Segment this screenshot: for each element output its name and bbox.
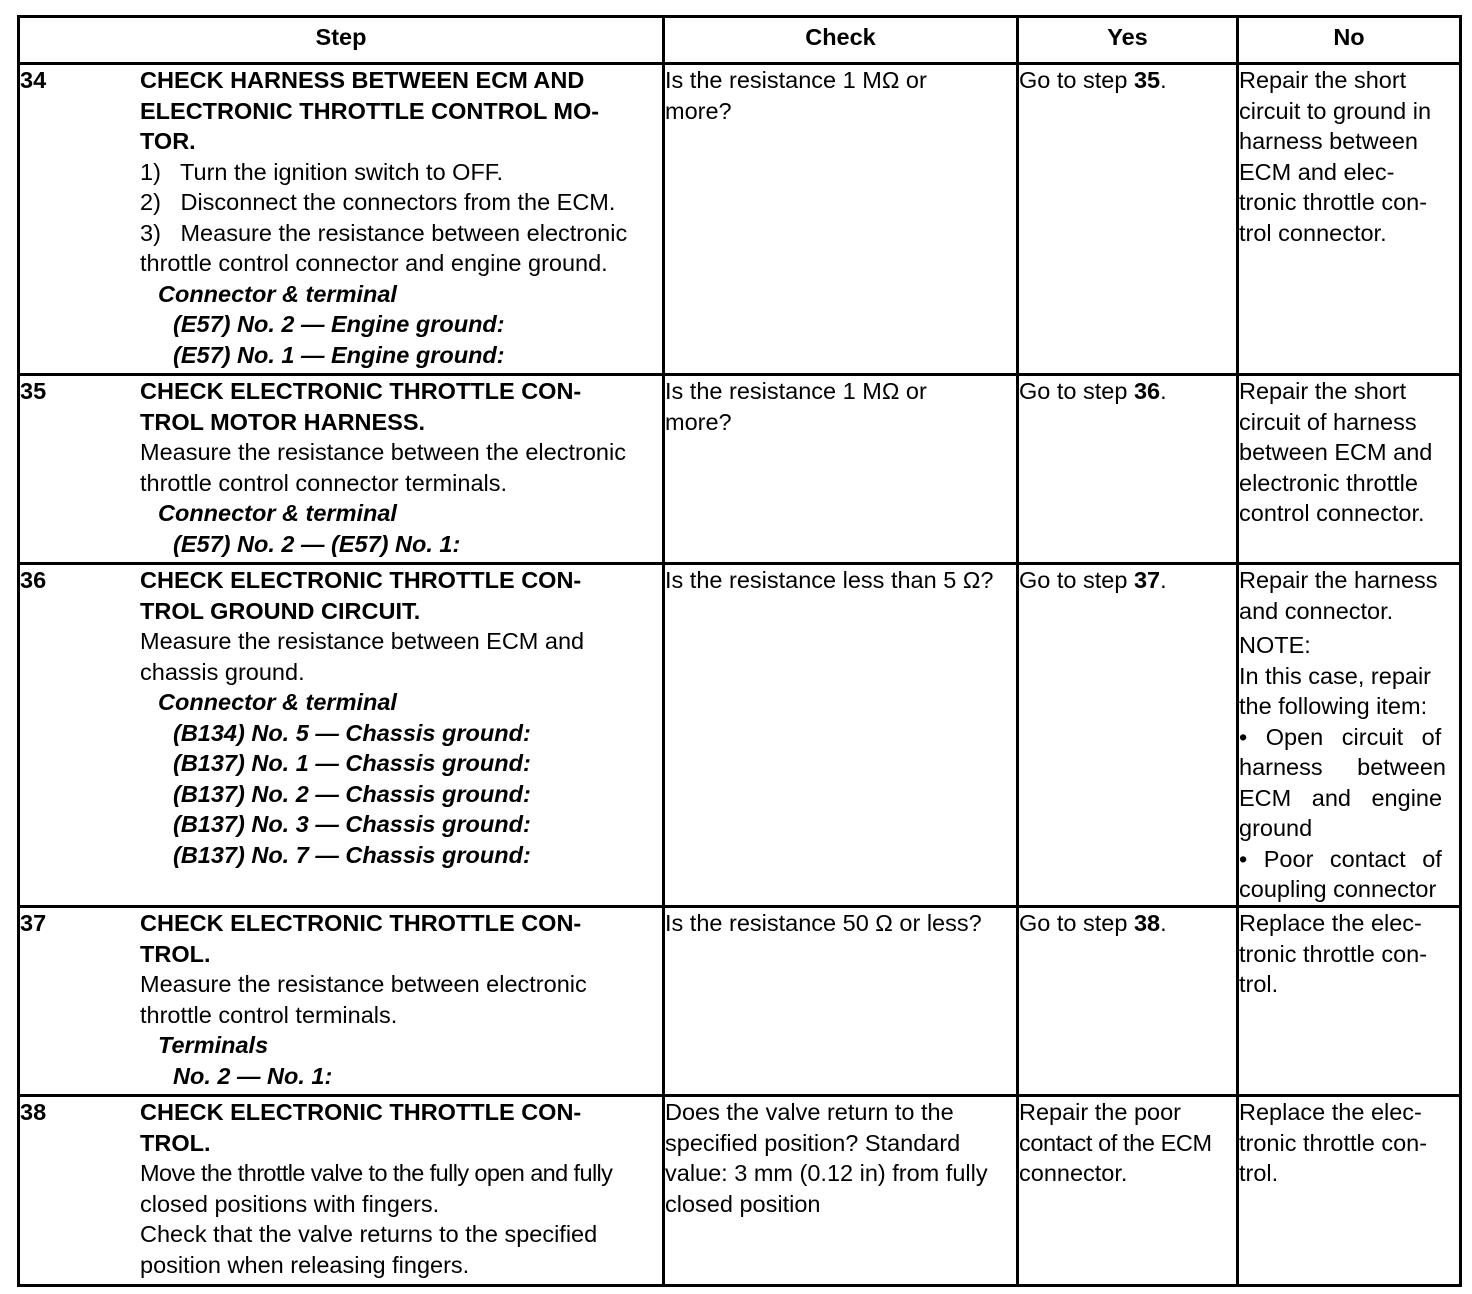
yes-cell [1018,375,1238,564]
check-line: closed position [665,1190,821,1217]
step-cell [19,564,664,907]
step-instruction: 3) Measure the resistance between electronic [140,219,628,246]
step-instruction: throttle control connector terminals. [140,469,508,496]
step-instruction: Measure the resistance between ECM and [140,628,585,654]
step-instruction: Measure the resistance between the electronic [140,439,626,465]
step-title-line: CHECK HARNESS BETWEEN ECM AND [140,67,585,93]
step-title-line: TROL MOTOR HARNESS. [140,408,426,435]
yes-prefix: Go to step [1019,910,1134,936]
step-instruction: 1) Turn the ignition switch to OFF. [140,158,504,185]
check-line: specified position? Standard [665,1129,961,1156]
yes-cell [1018,1096,1238,1286]
terminals-heading: Terminals [158,1032,269,1058]
yes-suffix: . [1160,378,1167,404]
no-line: harness between [1239,128,1418,154]
no-line: control connector. [1239,500,1425,526]
step-number: 34 [20,67,47,93]
check-line: Is the resistance 1 MΩ or [665,378,927,404]
check-line: Is the resistance less than 5 Ω? [665,567,994,593]
no-cell [1238,564,1461,907]
no-cell [1238,375,1461,564]
check-cell [664,564,1018,907]
step-cell [19,64,664,375]
header-check: Check [664,17,1018,64]
check-cell [664,375,1018,564]
no-line: tronic throttle con- [1239,1129,1428,1156]
step-instruction: Check that the valve returns to the specified [140,1221,598,1247]
no-line: circuit of harness [1239,408,1417,435]
no-note-line: the following item: [1239,693,1428,719]
step-instruction: throttle control connector and engine ground. [140,250,608,276]
no-note-line: In this case, repair [1239,662,1432,689]
step-cell [19,907,664,1096]
connector-terminal: (B134) No. 5 — Chassis ground: [173,719,531,746]
step-number: 38 [20,1099,47,1125]
no-line: Replace the elec- [1239,1099,1422,1125]
step-title-line: TROL GROUND CIRCUIT. [140,597,421,624]
no-line: tronic throttle con- [1239,189,1428,215]
no-line: Replace the elec- [1239,910,1422,936]
step-instruction: closed positions with fingers. [140,1190,440,1217]
check-cell [664,907,1018,1096]
diagnostic-table [17,15,1462,1287]
step-instruction: Move the throttle valve to the fully open and fully [140,1160,613,1186]
yes-suffix: . [1160,67,1167,93]
yes-step-link: 36 [1133,378,1161,404]
table-row-step-37 [19,907,1461,1096]
yes-step-link: 38 [1133,910,1161,936]
yes-step-link: 37 [1133,567,1161,593]
step-number: 35 [20,378,47,404]
step-cell [19,375,664,564]
yes-cell [1018,907,1238,1096]
check-line: more? [665,97,732,124]
connector-terminal: (B137) No. 7 — Chassis ground: [173,841,531,868]
table-row-step-36 [19,564,1461,907]
diagnostic-table-wrapper [17,15,1459,1287]
no-cell [1238,907,1461,1096]
yes-line: connector. [1019,1160,1128,1186]
step-title-line: CHECK ELECTRONIC THROTTLE CON- [140,378,582,404]
no-note-label: NOTE: [1239,632,1311,658]
no-line: trol. [1239,971,1279,997]
no-line: Repair the short [1239,378,1407,404]
connector-heading: Connector & terminal [158,280,397,307]
table-row-step-38 [19,1096,1461,1286]
no-line: Repair the short [1239,67,1407,93]
step-title-line: TROL. [140,1129,211,1156]
no-line: Repair the harness [1239,567,1438,593]
connector-terminal: (B137) No. 1 — Chassis ground: [173,750,531,776]
no-line: tronic throttle con- [1239,940,1428,967]
step-instruction: 2) Disconnect the connectors from the ECM. [140,189,616,215]
header-no: No [1238,17,1461,64]
no-note-line: • Open circuit of [1239,723,1442,750]
no-line: circuit to ground in [1239,97,1432,124]
check-line: Does the valve return to the [665,1099,954,1125]
table-header-row [19,17,1461,64]
no-line: ECM and elec- [1239,158,1395,185]
table-row-step-35 [19,375,1461,564]
terminal-pair: No. 2 — No. 1: [173,1062,333,1089]
check-line: more? [665,408,732,435]
no-line: trol. [1239,1160,1279,1186]
check-line: value: 3 mm (0.12 in) from fully [665,1160,988,1186]
connector-heading: Connector & terminal [158,689,397,715]
yes-cell [1018,564,1238,907]
connector-terminal: (E57) No. 1 — Engine ground: [173,341,505,368]
step-title-line: TOR. [140,128,196,154]
no-note-line: ground [1239,815,1313,841]
step-instruction: Measure the resistance between electronic [140,971,587,997]
step-instruction: chassis ground. [140,658,305,685]
yes-step-link: 35 [1133,67,1161,93]
no-line: and connector. [1239,597,1394,624]
no-cell [1238,1096,1461,1286]
no-note-line: harness between [1239,754,1446,780]
no-line: electronic throttle [1239,469,1418,496]
connector-terminal: (B137) No. 2 — Chassis ground: [173,780,531,807]
yes-cell [1018,64,1238,375]
check-line: Is the resistance 1 MΩ or [665,67,927,93]
connector-terminal: (E57) No. 2 — Engine ground: [173,311,505,337]
connector-terminal: (B137) No. 3 — Chassis ground: [173,811,531,837]
yes-prefix: Go to step [1019,67,1134,93]
connector-terminal: (E57) No. 2 — (E57) No. 1: [173,530,461,557]
step-title-line: CHECK ELECTRONIC THROTTLE CON- [140,1099,582,1125]
step-number: 36 [20,567,47,593]
step-instruction: throttle control terminals. [140,1001,398,1028]
check-cell [664,1096,1018,1286]
step-number: 37 [20,910,47,936]
no-note-line: • Poor contact of [1239,845,1442,872]
step-title-line: ELECTRONIC THROTTLE CONTROL MO- [140,97,600,124]
yes-line: contact of the ECM [1019,1129,1212,1156]
header-step: Step [19,17,664,64]
header-yes: Yes [1018,17,1238,64]
yes-prefix: Go to step [1019,378,1134,404]
yes-suffix: . [1160,567,1167,593]
check-cell [664,64,1018,375]
step-instruction: position when releasing fingers. [140,1251,470,1278]
table-row-step-34 [19,64,1461,375]
no-line: between ECM and [1239,439,1433,465]
no-note-line: coupling connector [1239,876,1437,902]
no-note-line: ECM and engine [1239,784,1443,811]
yes-suffix: . [1160,910,1167,936]
step-title-line: CHECK ELECTRONIC THROTTLE CON- [140,910,582,936]
no-cell [1238,64,1461,375]
no-line: trol connector. [1239,219,1387,246]
connector-heading: Connector & terminal [158,500,397,526]
step-cell [19,1096,664,1286]
yes-prefix: Go to step [1019,567,1134,593]
step-title-line: TROL. [140,940,211,967]
yes-line: Repair the poor [1019,1099,1181,1125]
check-line: Is the resistance 50 Ω or less? [665,910,982,936]
step-title-line: CHECK ELECTRONIC THROTTLE CON- [140,567,582,593]
